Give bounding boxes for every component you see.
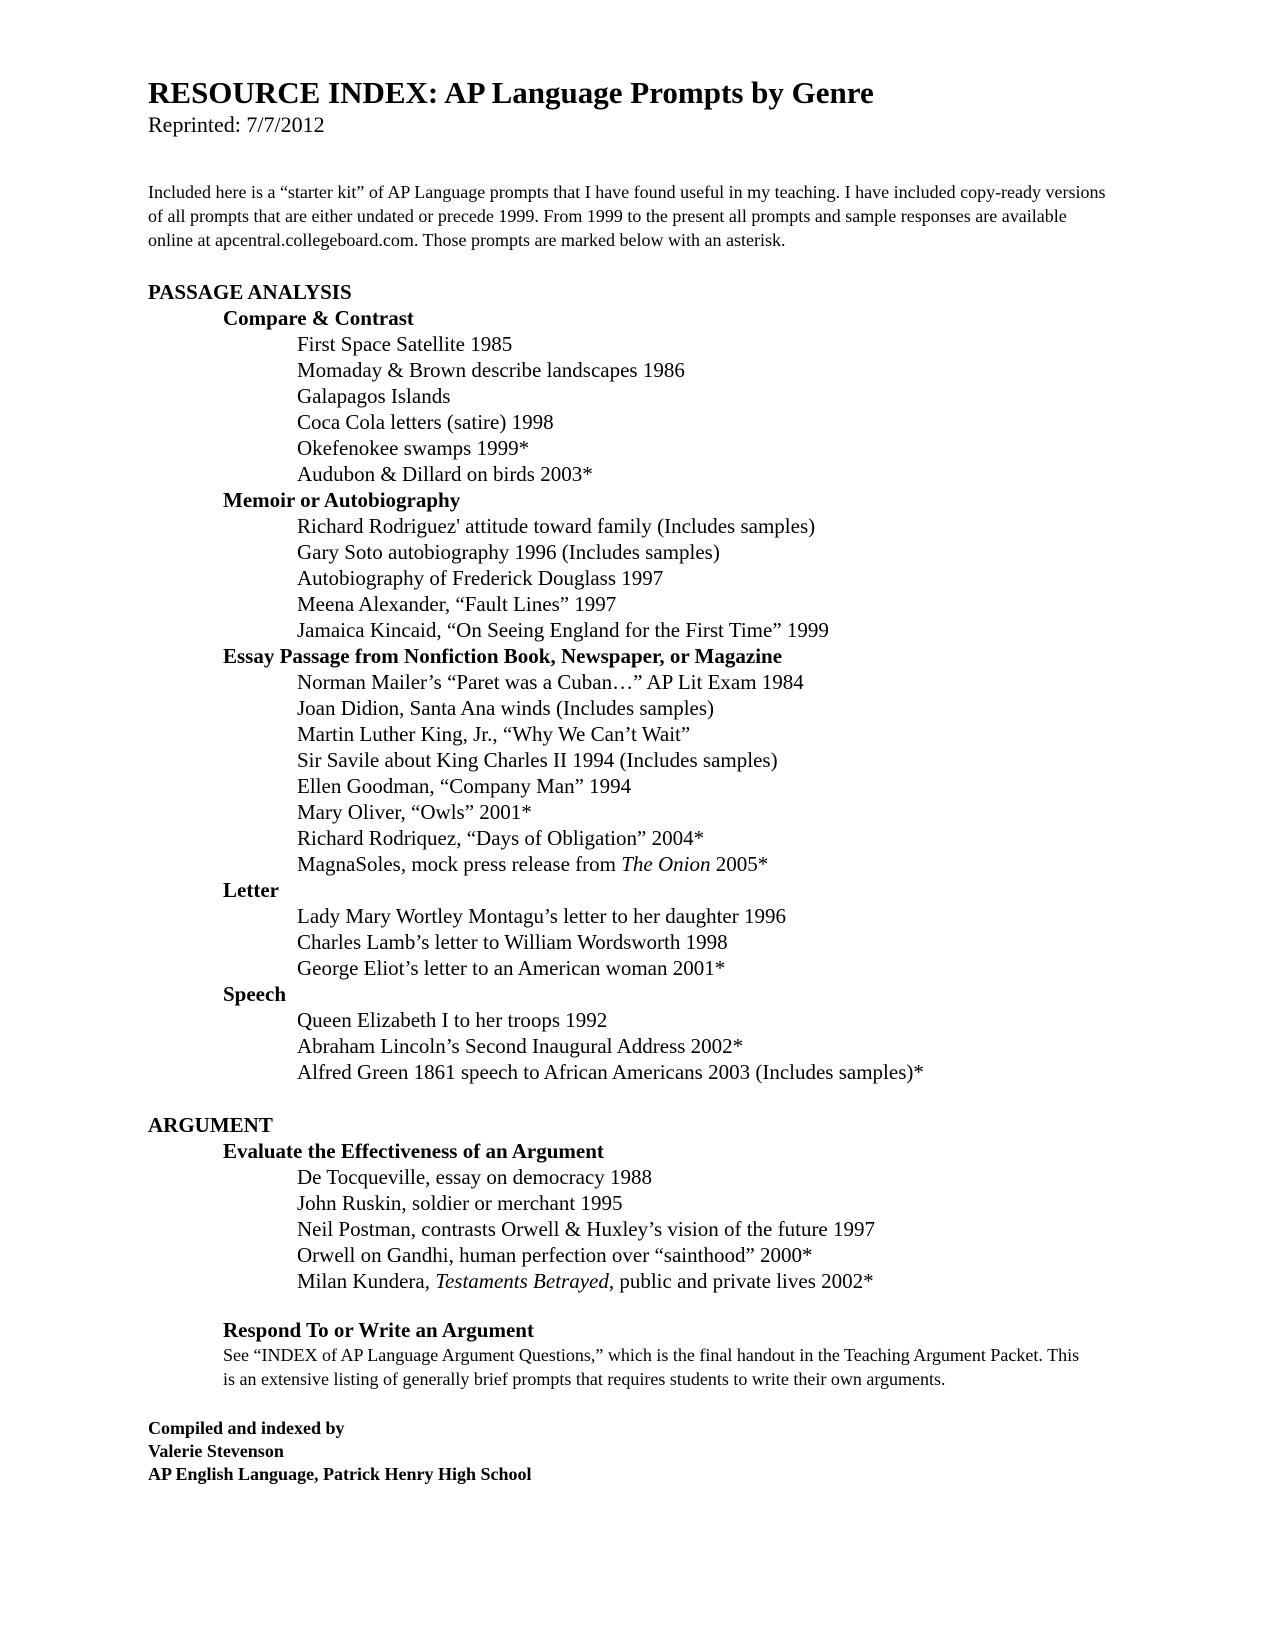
- list-item: Charles Lamb’s letter to William Wordsworth 1998: [297, 930, 728, 954]
- list-item: Martin Luther King, Jr., “Why We Can’t Wait”: [297, 722, 691, 746]
- list-item: Alfred Green 1861 speech to African Americans 2003 (Includes samples)*: [297, 1060, 924, 1084]
- essay-passage-heading: Essay Passage from Nonfiction Book, Newspaper, or Magazine: [223, 644, 783, 668]
- list-item-text: 2005*: [710, 852, 769, 876]
- list-item-text: Milan Kundera,: [297, 1269, 436, 1293]
- list-item: Galapagos Islands: [297, 384, 451, 408]
- reprinted-date: Reprinted: 7/7/2012: [148, 112, 325, 137]
- argument-section: [148, 1112, 1158, 1391]
- list-item: Orwell on Gandhi, human perfection over “sainthood” 2000*: [297, 1243, 813, 1267]
- document-title: RESOURCE INDEX: AP Language Prompts by Genre: [148, 75, 874, 110]
- respond-argument-text: See “INDEX of AP Language Argument Questions,” which is the final handout in the Teaching Argument Packet. This is an extensive listing of generally brief prompts that requires students to write their own arguments.: [223, 1345, 1080, 1389]
- argument-heading: ARGUMENT: [148, 1113, 273, 1137]
- document-page: [148, 74, 1158, 1486]
- list-item: Neil Postman, contrasts Orwell & Huxley’s vision of the future 1997: [297, 1217, 876, 1241]
- list-item: Gary Soto autobiography 1996 (Includes samples): [297, 540, 720, 564]
- passage-analysis-section: [148, 279, 1158, 1085]
- evaluate-argument-heading: Evaluate the Effectiveness of an Argument: [223, 1139, 604, 1163]
- list-item: Joan Didion, Santa Ana winds (Includes samples): [297, 696, 715, 720]
- list-item: Abraham Lincoln’s Second Inaugural Address 2002*: [297, 1034, 744, 1058]
- list-item: First Space Satellite 1985: [297, 332, 513, 356]
- list-item: Ellen Goodman, “Company Man” 1994: [297, 774, 632, 798]
- compare-contrast-heading: Compare & Contrast: [223, 306, 414, 330]
- list-item: Richard Rodriguez' attitude toward family (Includes samples): [297, 514, 816, 538]
- publication-title: The Onion: [621, 852, 711, 876]
- book-title: Testaments Betrayed: [435, 1269, 609, 1293]
- list-item: De Tocqueville, essay on democracy 1988: [297, 1165, 653, 1189]
- respond-argument-heading: Respond To or Write an Argument: [223, 1318, 534, 1342]
- list-item: Lady Mary Wortley Montagu’s letter to her daughter 1996: [297, 904, 786, 928]
- speech-heading: Speech: [223, 982, 286, 1006]
- list-item: Autobiography of Frederick Douglass 1997: [297, 566, 664, 590]
- credits-author-name: Valerie Stevenson: [148, 1441, 284, 1461]
- credits-block: [148, 1417, 1158, 1486]
- section-spacer: [148, 1294, 1158, 1317]
- list-item: Richard Rodriquez, “Days of Obligation” 2004*: [297, 826, 705, 850]
- list-item: Jamaica Kincaid, “On Seeing England for the First Time” 1999: [297, 618, 829, 642]
- list-item: George Eliot’s letter to an American woman 2001*: [297, 956, 726, 980]
- list-item: Norman Mailer’s “Paret was a Cuban…” AP Lit Exam 1984: [297, 670, 804, 694]
- list-item: [297, 851, 1158, 877]
- credits-compiled-by: Compiled and indexed by: [148, 1418, 345, 1438]
- list-item: [297, 1268, 1158, 1294]
- list-item: Okefenokee swamps 1999*: [297, 436, 530, 460]
- list-item: Audubon & Dillard on birds 2003*: [297, 462, 593, 486]
- list-item: Coca Cola letters (satire) 1998: [297, 410, 554, 434]
- list-item: John Ruskin, soldier or merchant 1995: [297, 1191, 623, 1215]
- memoir-heading: Memoir or Autobiography: [223, 488, 461, 512]
- list-item: Sir Savile about King Charles II 1994 (Includes samples): [297, 748, 778, 772]
- list-item: Queen Elizabeth I to her troops 1992: [297, 1008, 608, 1032]
- credits-affiliation: AP English Language, Patrick Henry High School: [148, 1464, 532, 1484]
- list-item-text: MagnaSoles, mock press release from: [297, 852, 622, 876]
- list-item: Mary Oliver, “Owls” 2001*: [297, 800, 532, 824]
- list-item: Momaday & Brown describe landscapes 1986: [297, 358, 685, 382]
- letter-heading: Letter: [223, 878, 279, 902]
- list-item-text: , public and private lives 2002*: [608, 1269, 874, 1293]
- passage-analysis-heading: PASSAGE ANALYSIS: [148, 280, 352, 304]
- list-item: Meena Alexander, “Fault Lines” 1997: [297, 592, 617, 616]
- intro-paragraph: Included here is a “starter kit” of AP Language prompts that I have found useful in my teaching. I have included copy-ready versions of all prompts that are either undated or precede 1999. From 1999 to the present all prompts and sample responses are available online at apcentral.collegeboard.com. Those prompts are marked below with an asterisk.: [148, 182, 1106, 250]
